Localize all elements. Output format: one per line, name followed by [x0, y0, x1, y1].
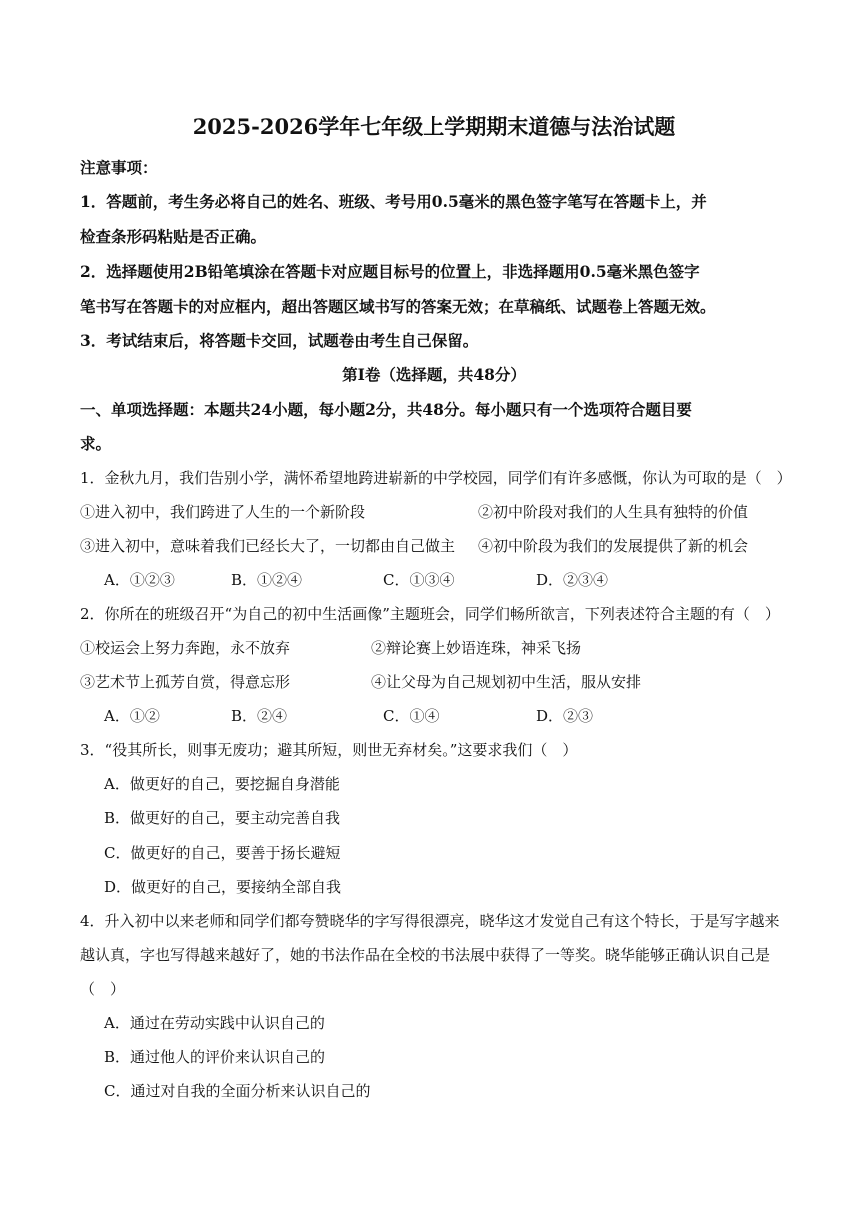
question-3-option-c: C．做更好的自己，要善于扬长避短: [104, 844, 341, 862]
notice-item-1-line-1: 1．答题前，考生务必将自己的姓名、班级、考号用0.5毫米的黑色签字笔写在答题卡上，并: [80, 192, 707, 211]
question-2-option-a: A．①②: [104, 707, 160, 725]
notice-item-2-line-1: 2．选择题使用2B铅笔填涂在答题卡对应题目标号的位置上，非选择题用0.5毫米黑色签字: [80, 262, 700, 281]
question-3-option-d: D．做更好的自己，要接纳全部自我: [104, 878, 342, 896]
question-2-statement-1: ①校运会上努力奔跑，永不放弃: [80, 639, 291, 657]
question-1-statement-3: ③进入初中，意味着我们已经长大了，一切都由自己做主: [80, 537, 456, 555]
notice-item-3: 3．考试结束后，将答题卡交回，试题卷由考生自己保留。: [80, 331, 479, 350]
notice-item-2-line-2: 笔书写在答题卡的对应框内，超出答题区域书写的答案无效；在草稿纸、试题卷上答题无效。: [80, 297, 716, 316]
question-2-stem: 2．你所在的班级召开“为自己的初中生活画像”主题班会，同学们畅所欲言，下列表述符合主题的有（ ）: [80, 605, 780, 623]
question-1-option-c: C．①③④: [383, 571, 455, 589]
question-1-statement-4: ④初中阶段为我们的发展提供了新的机会: [478, 537, 749, 555]
section-title: 第I卷（选择题，共48分）: [342, 365, 526, 384]
question-4-stem-line-3: （ ）: [80, 980, 126, 998]
notice-item-1-line-2: 检查条形码粘贴是否正确。: [80, 227, 267, 246]
question-2-option-b: B．②④: [231, 707, 288, 725]
question-4-option-c: C．通过对自我的全面分析来认识自己的: [104, 1082, 371, 1100]
question-1-statement-1: ①进入初中，我们跨进了人生的一个新阶段: [80, 503, 366, 521]
question-1-option-b: B．①②④: [231, 571, 303, 589]
question-4-stem-line-1: 4．升入初中以来老师和同学们都夸赞晓华的字写得很漂亮，晓华这才发觉自己有这个特长，于是写字越来: [80, 912, 780, 930]
question-4-option-b: B．通过他人的评价来认识自己的: [104, 1048, 326, 1066]
question-1-statement-2: ②初中阶段对我们的人生具有独特的价值: [478, 503, 749, 521]
question-2-option-c: C．①④: [383, 707, 440, 725]
question-2-statement-2: ②辩论赛上妙语连珠，神采飞扬: [371, 639, 582, 657]
question-1-option-d: D．②③④: [536, 571, 609, 589]
question-2-option-d: D．②③: [536, 707, 594, 725]
question-3-stem: 3．“役其所长，则事无废功；避其所短，则世无弃材矣。”这要求我们（ ）: [80, 741, 578, 759]
question-3-option-b: B．做更好的自己，要主动完善自我: [104, 809, 341, 827]
exam-title: 2025-2026学年七年级上学期期末道德与法治试题: [192, 114, 676, 139]
question-1-stem: 1．金秋九月，我们告别小学，满怀希望地跨进崭新的中学校园，同学们有许多感慨，你认为可取的是（ ）: [80, 469, 792, 487]
question-4-option-a: A．通过在劳动实践中认识自己的: [104, 1014, 325, 1032]
part-1-heading-line-1: 一、单项选择题：本题共24小题，每小题2分，共48分。每小题只有一个选项符合题目要: [80, 400, 692, 419]
part-1-heading-line-2: 求。: [80, 434, 112, 453]
question-1-option-a: A．①②③: [104, 571, 175, 589]
question-2-statement-4: ④让父母为自己规划初中生活，服从安排: [371, 673, 642, 691]
question-3-option-a: A．做更好的自己，要挖掘自身潜能: [104, 775, 340, 793]
notice-heading: 注意事项：: [80, 158, 158, 177]
question-4-stem-line-2: 越认真，字也写得越来越好了，她的书法作品在全校的书法展中获得了一等奖。晓华能够正确认识自己是: [80, 946, 771, 964]
question-2-statement-3: ③艺术节上孤芳自赏，得意忘形: [80, 673, 291, 691]
